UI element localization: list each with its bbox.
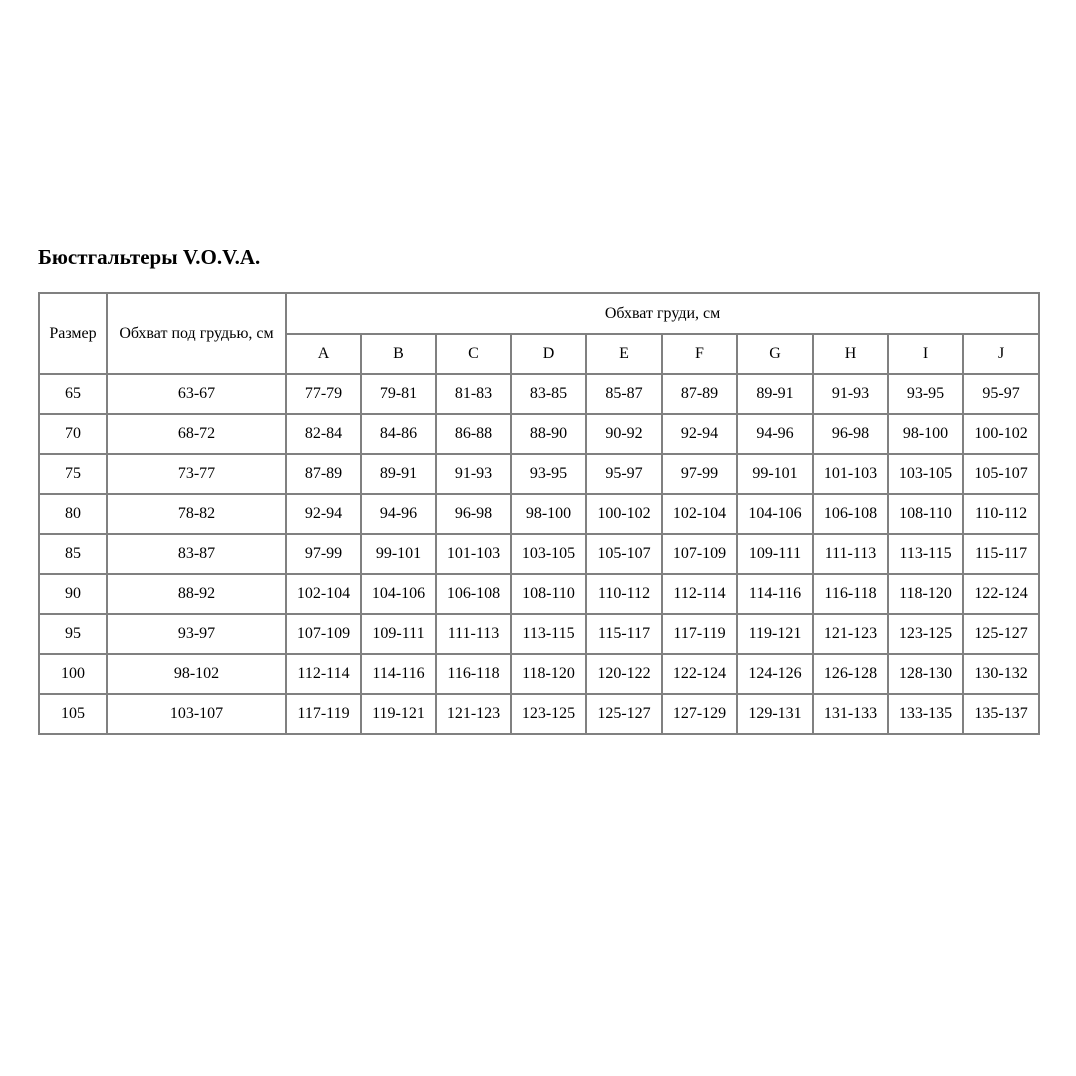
bust-range-cell: 121-123 [813,614,888,654]
bust-range-cell: 94-96 [737,414,813,454]
table-body [39,374,1039,734]
bust-range-cell: 116-118 [813,574,888,614]
bust-range-cell: 88-90 [511,414,586,454]
bust-range-cell: 133-135 [888,694,963,734]
bust-range-cell: 92-94 [662,414,737,454]
bust-range-cell: 113-115 [511,614,586,654]
cup-column-header: J [963,334,1039,374]
bust-range-cell: 135-137 [963,694,1039,734]
bust-range-cell: 111-113 [813,534,888,574]
cup-column-header: H [813,334,888,374]
bust-range-cell: 87-89 [286,454,361,494]
bust-group-header: Обхват груди, см [286,293,1039,334]
bust-range-cell: 129-131 [737,694,813,734]
bust-range-cell: 117-119 [662,614,737,654]
table-row [39,374,1039,414]
bust-range-cell: 107-109 [286,614,361,654]
bust-range-cell: 85-87 [586,374,662,414]
underbust-cell: 83-87 [107,534,286,574]
bra-size-table [38,292,1040,735]
bust-range-cell: 117-119 [286,694,361,734]
bust-range-cell: 79-81 [361,374,436,414]
size-cell: 85 [39,534,107,574]
table-row [39,614,1039,654]
cup-column-header: G [737,334,813,374]
table-header-group-row [39,293,1039,334]
bust-range-cell: 89-91 [737,374,813,414]
underbust-cell: 68-72 [107,414,286,454]
bust-range-cell: 102-104 [662,494,737,534]
bust-range-cell: 112-114 [286,654,361,694]
bust-range-cell: 102-104 [286,574,361,614]
bust-range-cell: 81-83 [436,374,511,414]
bust-range-cell: 119-121 [737,614,813,654]
bust-range-cell: 110-112 [586,574,662,614]
bust-range-cell: 130-132 [963,654,1039,694]
bust-range-cell: 101-103 [436,534,511,574]
table-header [39,293,1039,374]
bust-range-cell: 120-122 [586,654,662,694]
bust-range-cell: 124-126 [737,654,813,694]
size-cell: 75 [39,454,107,494]
bust-range-cell: 110-112 [963,494,1039,534]
bust-range-cell: 100-102 [586,494,662,534]
bust-range-cell: 131-133 [813,694,888,734]
bust-range-cell: 125-127 [963,614,1039,654]
bust-range-cell: 93-95 [511,454,586,494]
bust-range-cell: 99-101 [361,534,436,574]
size-cell: 65 [39,374,107,414]
size-cell: 90 [39,574,107,614]
bust-range-cell: 113-115 [888,534,963,574]
bust-range-cell: 122-124 [662,654,737,694]
bust-range-cell: 103-105 [888,454,963,494]
underbust-cell: 73-77 [107,454,286,494]
bust-range-cell: 84-86 [361,414,436,454]
bust-range-cell: 101-103 [813,454,888,494]
bust-range-cell: 108-110 [511,574,586,614]
size-cell: 100 [39,654,107,694]
underbust-cell: 63-67 [107,374,286,414]
bust-range-cell: 108-110 [888,494,963,534]
underbust-cell: 98-102 [107,654,286,694]
bust-range-cell: 107-109 [662,534,737,574]
bust-range-cell: 109-111 [361,614,436,654]
bust-range-cell: 98-100 [888,414,963,454]
table-row [39,694,1039,734]
cup-column-header: A [286,334,361,374]
bust-range-cell: 91-93 [436,454,511,494]
cup-column-header: I [888,334,963,374]
bust-range-cell: 103-105 [511,534,586,574]
bust-range-cell: 99-101 [737,454,813,494]
table-row [39,574,1039,614]
bust-range-cell: 95-97 [586,454,662,494]
size-cell: 105 [39,694,107,734]
bust-range-cell: 118-120 [511,654,586,694]
bust-range-cell: 105-107 [963,454,1039,494]
bust-range-cell: 115-117 [963,534,1039,574]
bust-range-cell: 87-89 [662,374,737,414]
cup-column-header: D [511,334,586,374]
bust-range-cell: 121-123 [436,694,511,734]
bust-range-cell: 105-107 [586,534,662,574]
underbust-cell: 88-92 [107,574,286,614]
bust-range-cell: 90-92 [586,414,662,454]
underbust-column-header: Обхват под грудью, см [107,293,286,374]
table-row [39,414,1039,454]
bust-range-cell: 86-88 [436,414,511,454]
bust-range-cell: 91-93 [813,374,888,414]
bust-range-cell: 94-96 [361,494,436,534]
cup-column-header: C [436,334,511,374]
table-row [39,654,1039,694]
bust-range-cell: 83-85 [511,374,586,414]
size-cell: 95 [39,614,107,654]
bust-range-cell: 100-102 [963,414,1039,454]
bust-range-cell: 97-99 [286,534,361,574]
cup-column-header: F [662,334,737,374]
size-cell: 70 [39,414,107,454]
bust-range-cell: 126-128 [813,654,888,694]
bust-range-cell: 128-130 [888,654,963,694]
bust-range-cell: 127-129 [662,694,737,734]
bust-range-cell: 97-99 [662,454,737,494]
bust-range-cell: 118-120 [888,574,963,614]
bust-range-cell: 98-100 [511,494,586,534]
bust-range-cell: 111-113 [436,614,511,654]
bust-range-cell: 114-116 [361,654,436,694]
underbust-cell: 93-97 [107,614,286,654]
bust-range-cell: 122-124 [963,574,1039,614]
table-row [39,494,1039,534]
bust-range-cell: 112-114 [662,574,737,614]
table-row [39,534,1039,574]
bust-range-cell: 77-79 [286,374,361,414]
bust-range-cell: 96-98 [813,414,888,454]
bust-range-cell: 109-111 [737,534,813,574]
bust-range-cell: 95-97 [963,374,1039,414]
bust-range-cell: 93-95 [888,374,963,414]
page-title: Бюстгальтеры V.O.V.A. [38,245,261,269]
size-cell: 80 [39,494,107,534]
bust-range-cell: 114-116 [737,574,813,614]
bust-range-cell: 123-125 [511,694,586,734]
cup-column-header: B [361,334,436,374]
bust-range-cell: 116-118 [436,654,511,694]
bust-range-cell: 106-108 [813,494,888,534]
bust-range-cell: 119-121 [361,694,436,734]
bust-range-cell: 82-84 [286,414,361,454]
underbust-cell: 78-82 [107,494,286,534]
cup-column-header: E [586,334,662,374]
bust-range-cell: 104-106 [737,494,813,534]
bust-range-cell: 123-125 [888,614,963,654]
underbust-cell: 103-107 [107,694,286,734]
bust-range-cell: 89-91 [361,454,436,494]
table-row [39,454,1039,494]
bust-range-cell: 96-98 [436,494,511,534]
bust-range-cell: 125-127 [586,694,662,734]
bust-range-cell: 104-106 [361,574,436,614]
bust-range-cell: 106-108 [436,574,511,614]
bust-range-cell: 115-117 [586,614,662,654]
bust-range-cell: 92-94 [286,494,361,534]
size-column-header: Размер [39,293,107,374]
